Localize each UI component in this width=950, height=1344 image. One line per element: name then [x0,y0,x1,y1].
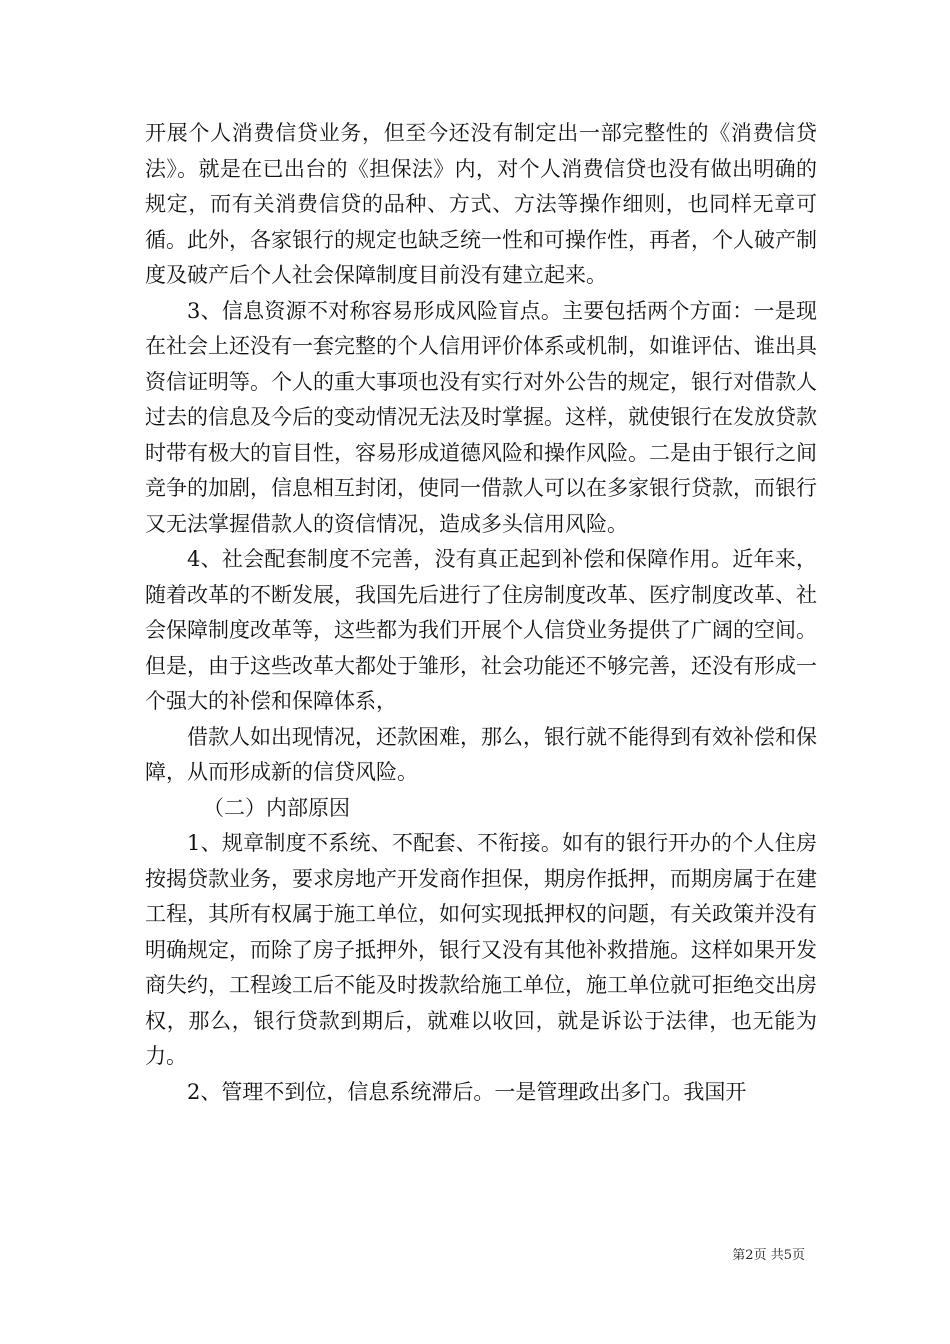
section-heading: （二）内部原因 [203,795,350,820]
paragraph-4: 借款人如出现情况，还款困难，那么，银行就不能得到有效补偿和保障，从而形成新的信贷风险。 [145,724,817,784]
document-body [145,116,817,1110]
paragraph-1: 开展个人消费信贷业务，但至今还没有制定出一部完整性的《消费信贷法》。就是在已出台的《担保法》内，对个人消费信贷也没有做出明确的规定，而有关消费信贷的品种、方式、方法等操作细则，也同样无章可循。此外，各家银行的规定也缺乏统一性和可操作性，再者，个人破产制度及破产后个人社会保障制度目前没有建立起来。 [145,121,817,287]
paragraph-6: 2、管理不到位，信息系统滞后。一是管理政出多门。我国开 [187,1079,747,1104]
page-number-footer [560,1244,805,1263]
footer-current-page: 2 [745,1248,754,1263]
paragraph-2: 3、信息资源不对称容易形成风险盲点。主要包括两个方面：一是现在社会上还没有一套完整的个人信用评价体系或机制，如谁评估、谁出具资信证明等。个人的重大事项也没有实行对外公告的规定，银行对借款人过去的信息及今后的变动情况无法及时掌握。这样，就使银行在发放贷款时带有极大的盲目性，容易形成道德风险和操作风险。二是由于银行之间竞争的加剧，信息相互封闭，使同一借款人可以在多家银行贷款，而银行又无法掌握借款人的资信情况，造成多头信用风险。 [145,298,817,536]
footer-prefix: 第 [732,1248,746,1263]
footer-suffix: 页 [791,1248,805,1263]
footer-middle: 页 共 [753,1248,784,1263]
paragraph-5: 1、规章制度不系统、不配套、不衔接。如有的银行开办的个人住房按揭贷款业务，要求房地产开发商作担保，期房作抵押，而期房属于在建工程，其所有权属于施工单位，如何实现抵押权的问题，有关政策并没有明确规定，而除了房子抵押外，银行又没有其他补救措施。这样如果开发商失约，工程竣工后不能及时拨款给施工单位，施工单位就可拒绝交出房权，那么，银行贷款到期后，就难以收回，就是诉讼于法律，也无能为力。 [145,831,817,1068]
paragraph-3: 4、社会配套制度不完善，没有真正起到补偿和保障作用。近年来，随着改革的不断发展，我国先后进行了住房制度改革、医疗制度改革、社会保障制度改革等，这些都为我们开展个人信贷业务提供了广阔的空间。但是，由于这些改革大都处于雏形，社会功能还不够完善，还没有形成一个强大的补偿和保障体系， [145,547,817,713]
footer-total-pages: 5 [783,1248,792,1263]
